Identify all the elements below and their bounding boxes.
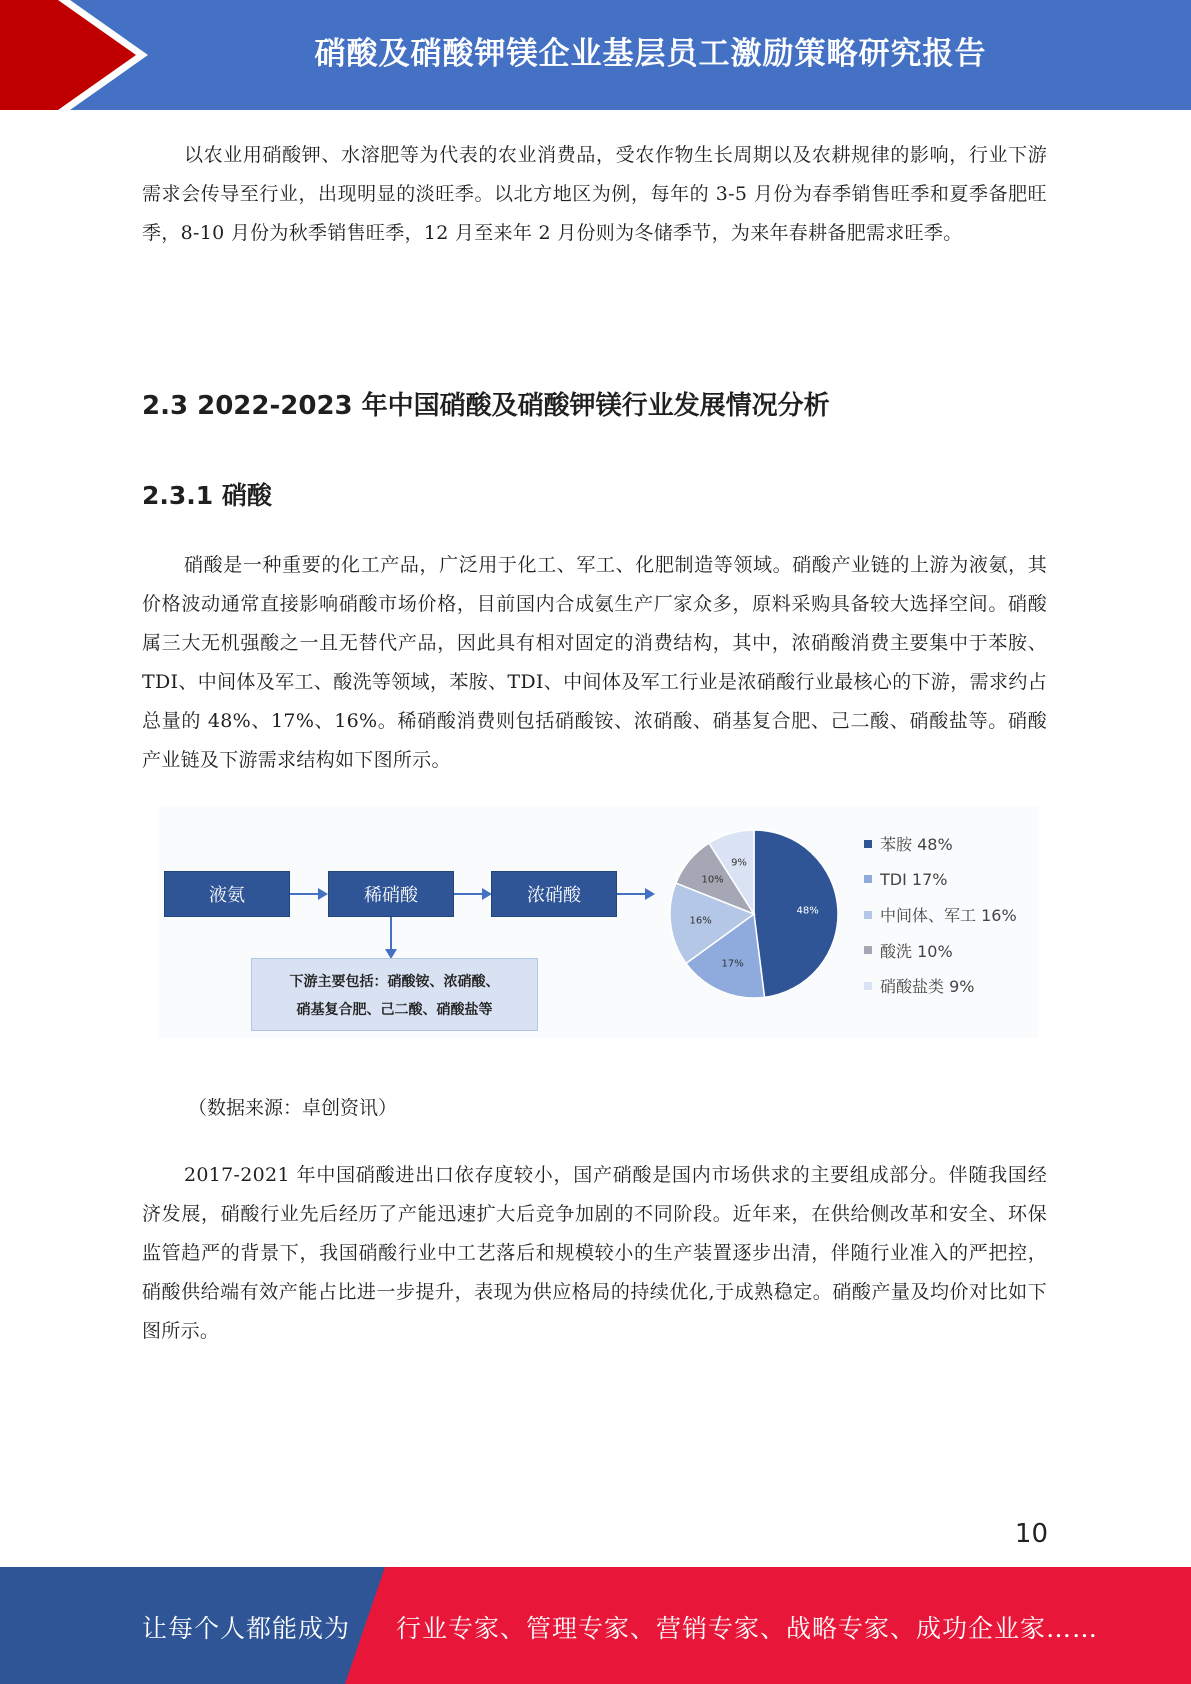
pie-data-label-2: 16% [689, 915, 712, 927]
legend-label-3: 酸洗 10% [880, 941, 953, 961]
legend-label-0: 苯胺 48% [880, 835, 953, 855]
page-footer [0, 1567, 1191, 1684]
pie-legend [864, 826, 1017, 1004]
paragraph-nitric-acid-market: 2017-2021 年中国硝酸进出口依存度较小，国产硝酸是国内市场供求的主要组成部分。伴随我国经济发展，硝酸行业先后经历了产能迅速扩大后竞争加剧的不同阶段。近年来，在供给侧改革和安全、环保监管趋严的背景下，我国硝酸行业中工艺落后和规模较小的生产装置逐步出清，伴随行业准入的严把控，硝酸供给端有效产能占比进一步提升，表现为供应格局的持续优化,于成熟稳定。硝酸产量及均价对比如下图所示。 [142, 1164, 1047, 1342]
section-heading-2-3: 2.3 2022-2023 年中国硝酸及硝酸钾镁行业发展情况分析 [142, 391, 830, 421]
pie-data-label-3: 10% [701, 874, 724, 886]
legend-label-1: TDI 17% [880, 869, 948, 889]
document-title: 硝酸及硝酸钾镁企业基层员工激励策略研究报告 [314, 36, 987, 72]
legend-swatch-2 [864, 911, 872, 919]
footer-slogan-right: 行业专家、管理专家、营销专家、战略专家、成功企业家…… [396, 1614, 1099, 1643]
legend-label-2: 中间体、军工 16% [880, 906, 1017, 926]
legend-item-2 [864, 897, 1017, 933]
demand-structure-pie-chart [664, 824, 844, 1004]
pie-data-label-0: 48% [796, 905, 819, 917]
page-header [0, 0, 1191, 110]
flow-arrow-1 [290, 893, 326, 895]
pie-data-label-1: 17% [721, 958, 744, 970]
legend-item-1 [864, 862, 1017, 898]
downstream-line-1: 下游主要包括：硝酸铵、浓硝酸、 [289, 974, 500, 990]
legend-swatch-1 [864, 875, 872, 883]
legend-swatch-3 [864, 946, 872, 954]
downstream-line-2: 硝基复合肥、己二酸、硝酸盐等 [296, 1002, 493, 1018]
legend-swatch-4 [864, 982, 872, 990]
flow-box-dilute-nitric-acid: 稀硝酸 [328, 871, 454, 917]
section-heading-2-3-1: 2.3.1 硝酸 [142, 481, 272, 510]
industry-chain-figure [158, 806, 1038, 1038]
flow-arrow-3 [617, 893, 653, 895]
legend-item-0 [864, 826, 1017, 862]
flow-box-liquid-ammonia: 液氨 [164, 871, 290, 917]
pie-data-label-4: 9% [731, 857, 747, 869]
legend-swatch-0 [864, 840, 872, 848]
flow-box-concentrated-nitric-acid: 浓硝酸 [491, 871, 617, 917]
flow-arrow-down [390, 917, 392, 957]
paragraph-agri-seasonality: 以农业用硝酸钾、水溶肥等为代表的农业消费品，受农作物生长周期以及农耕规律的影响，行业下游需求会传导至行业，出现明显的淡旺季。以北方地区为例，每年的 3-5 月份为春季销售旺季和夏季备肥旺季，8-10 月份为秋季销售旺季，12 月至来年 2 月份则为冬储季节，为来年春耕备肥需求旺季。 [142, 144, 1047, 244]
footer-slogan-left: 让每个人都能成为 [142, 1614, 351, 1643]
page-number: 10 [1014, 1519, 1048, 1549]
legend-item-4 [864, 968, 1017, 1004]
legend-item-3 [864, 933, 1017, 969]
legend-label-4: 硝酸盐类 9% [880, 977, 975, 997]
paragraph-nitric-acid-intro: 硝酸是一种重要的化工产品，广泛用于化工、军工、化肥制造等领域。硝酸产业链的上游为液氨，其价格波动通常直接影响硝酸市场价格，目前国内合成氨生产厂家众多，原料采购具备较大选择空间。硝酸属三大无机强酸之一且无替代产品，因此具有相对固定的消费结构，其中，浓硝酸消费主要集中于苯胺、TDI、中间体及军工、酸洗等领域，苯胺、TDI、中间体及军工行业是浓硝酸行业最核心的下游，需求约占总量的 48%、17%、16%。稀硝酸消费则包括硝酸铵、浓硝酸、硝基复合肥、己二酸、硝酸盐等。硝酸产业链及下游需求结构如下图所示。 [142, 554, 1047, 771]
data-source-note: （数据来源：卓创资讯） [188, 1097, 398, 1119]
flow-arrow-2 [454, 893, 490, 895]
downstream-uses-box [251, 958, 538, 1031]
